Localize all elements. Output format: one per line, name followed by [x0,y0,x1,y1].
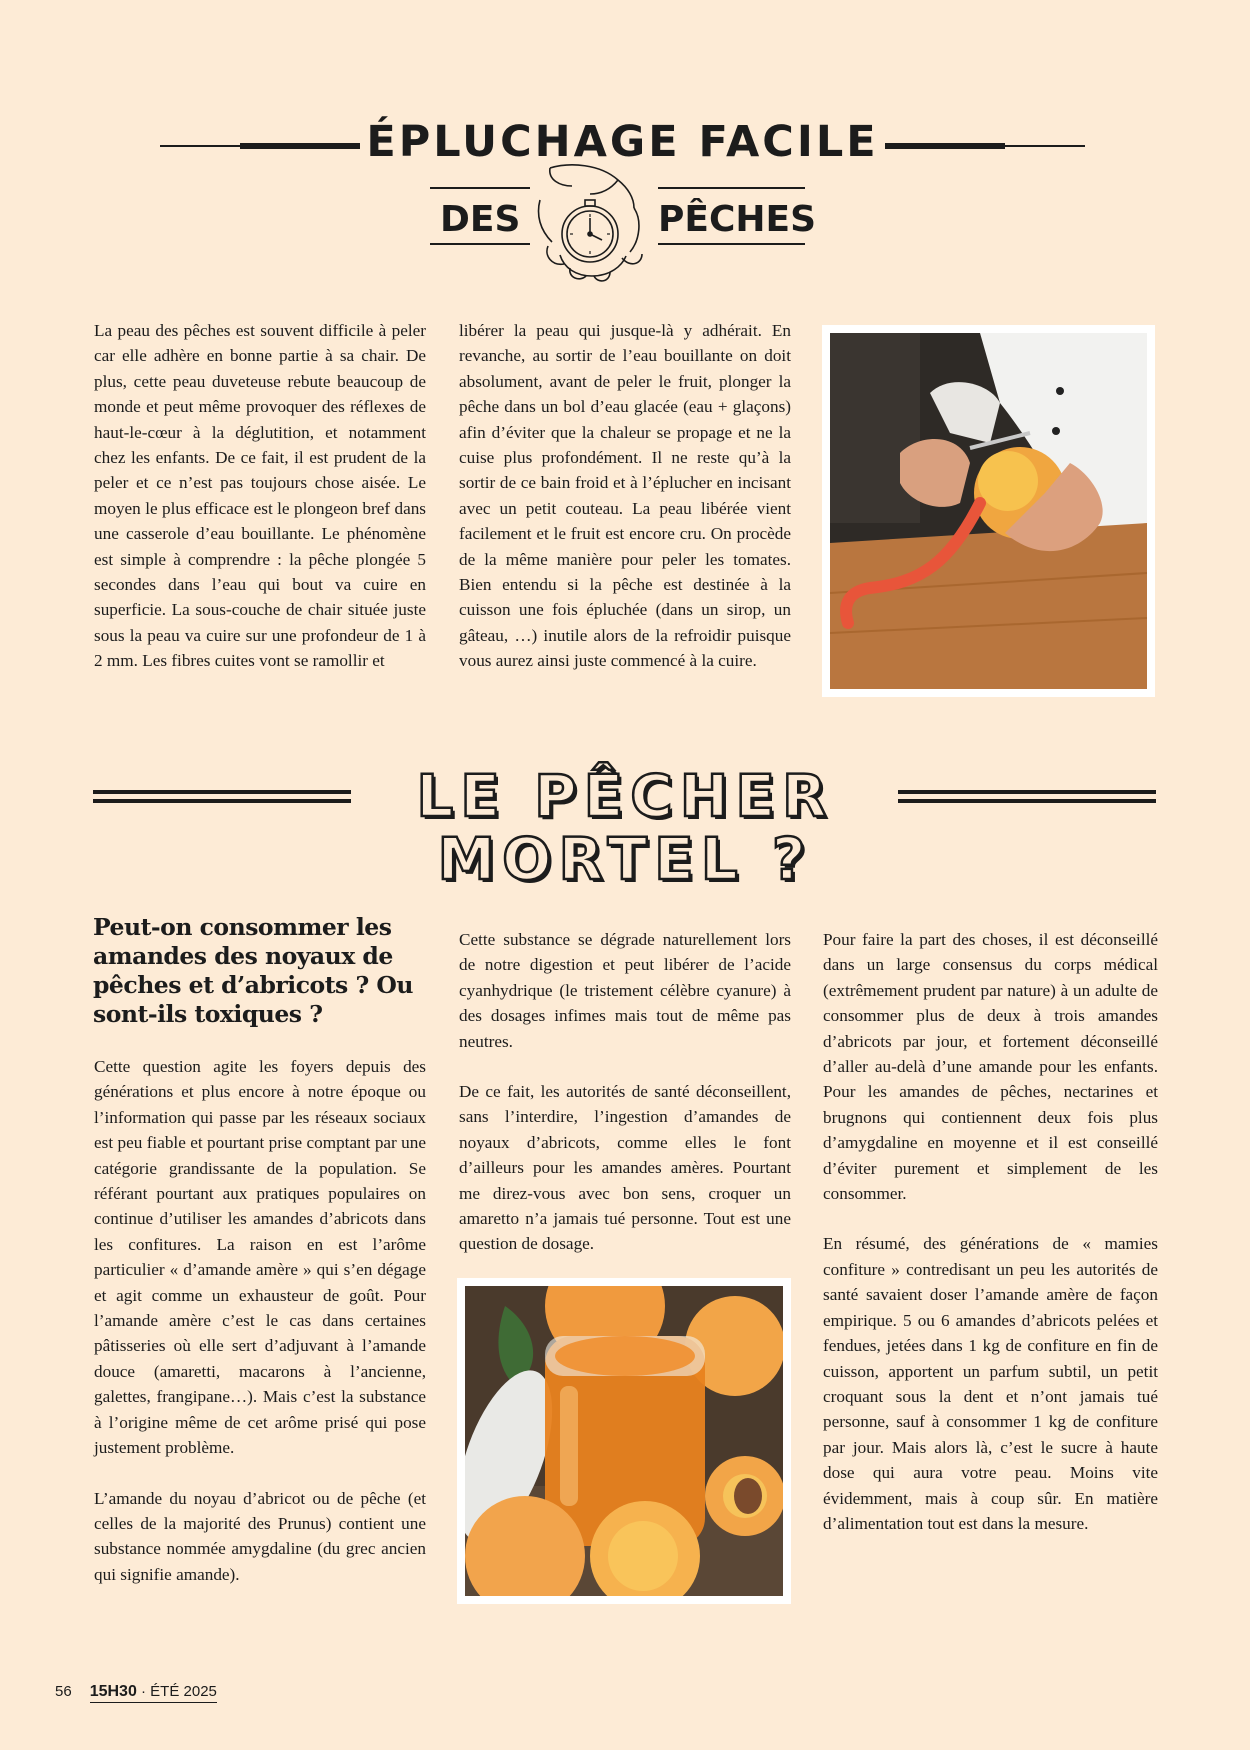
section2-title-line1: LE PÊCHER [416,762,834,830]
subtitle-rule [658,187,805,189]
title-rule-left [93,790,351,803]
paragraph: Cette question agite les foyers depuis des générations et plus encore à notre époque ou l’information qui passe par les réseaux sociaux est peu fiable et pourtant prise comptant par une catégorie grandissante de la population. Se référant pourtant aux pratiques populaires on continue d’utiliser les amandes d’abricots dans les confitures. La raison en est l’arôme particulier « d’amande amère » qui s’en dégage et agit comme un exhausteur de goût. Pour l’amande amère c’est le cas dans certaines pâtisseries où elle sert d’adjuvant à l’amande douce (amaretti, macarons à l’ancienne, galettes, frangipane…). Mais c’est la substance à l’origine même de cet arôme prisé qui pose justement problème. [94,1057,426,1458]
section1-title: ÉPLUCHAGE FACILE [366,117,879,167]
section1-column-1 [94,318,426,674]
section1-subtitle [430,160,815,285]
pocket-watch-hand-icon [530,160,655,285]
paragraph: L’amande du noyau d’abricot ou de pêche (et celles de la majorité des Prunus) contient une substance nommée amygdaline (du grec ancien qui signifie amande). [94,1488,426,1584]
paragraph: Cette substance se dégrade naturellement lors de notre digestion et peut libérer de l’acide cyanhydrique (le tristement célèbre cyanure) à des dosages infimes mais tout de même pas neutres. [459,930,791,1051]
section2-question: Peut-on consommer les amandes des noyaux de pêches et d’abricots ? Ou sont-ils toxiques ? [93,913,413,1028]
peeling-peach-photo [822,325,1155,697]
magazine-name: 15H30 [89,1683,137,1700]
magazine-issue [90,1683,217,1703]
section2-column-2 [459,927,791,1257]
section2-column-1 [94,1054,426,1587]
paragraph: libérer la peau qui jusque-là y adhérait. En revanche, au sortir de l’eau bouillante on doit absolument, avant de peler le fruit, plonger la pêche dans un bol d’eau glacée (eau + glaçons) afin d’éviter que la chaleur se propage et ne la cuise plus profondément. Il ne reste qu’à la sortir de ce bain froid et à l’éplucher en incisant avec un petit couteau. La peau libérée vient facilement et le fruit est encore cru. On procède de la même manière pour peler les tomates. Bien entendu si la pêche est destinée à la cuisson une fois épluchée (dans un sirop, un gâteau, …) inutile alors de la refroidir puisque vous aurez ainsi juste commencé à la cuire. [459,321,791,671]
paragraph: Pour faire la part des choses, il est déconseillé dans un large consensus du corps médical (extrêmement prudent par nature) à un adulte de consommer plus de deux à trois amandes d’abricots par jour, et fortement déconseillé d’aller au-delà d’une amande pour les enfants. Pour les amandes de pêches, nectarines et brugnons qui contiennent deux fois plus d’amygdaline en moyenne et il est conseillé d’éviter purement et simplement de les consommer. [823,930,1158,1204]
section2-title [355,762,895,893]
title-rule-right [898,790,1156,803]
title-rule-left [160,145,360,147]
section1-column-2 [459,318,791,674]
paragraph: En résumé, des générations de « mamies confiture » contredisant un peu les autorités de santé savaient doser l’amande amère de façon empirique. 5 ou 6 amandes d’abricots pelées et fendues, jetées dans 1 kg de confiture en fin de cuisson, apportent un parfum subtil, un petit croquant sous la dent et n’ont jamais tué personne, sauf à consommer 1 kg de confiture par jour. Mais alors là, c’est le sucre à haute dose qui aura votre peau. Moins vite évidemment, mais à coup sûr. En matière d’alimentation tout est dans la mesure. [823,1234,1158,1533]
paragraph: La peau des pêches est souvent difficile à peler car elle adhère en bonne partie à sa chair. De plus, cette peau duveteuse rebute beaucoup de monde et peut même provoquer des réflexes de haut-le-cœur à la déglutition, et notamment chez les enfants. De ce fait, il est prudent de la peler et ce n’est pas toujours chose aisée. Le moyen le plus efficace est le plongeon bref dans une casserole d’eau bouillante. Le phénomène est simple à comprendre : la pêche plongée 5 secondes dans l’eau qui bout va cuire en superficie. La sous-couche de chair située juste sous la peau va cuire sur une profondeur de 1 à 2 mm. Les fibres cuites vont se ramollir et [94,321,426,671]
section2-column-3 [823,927,1158,1536]
paragraph: De ce fait, les autorités de santé déconseillent, sans l’interdire, l’ingestion d’amandes de noyaux d’abricots, comme elles le font d’ailleurs pour les amandes amères. Pourtant me direz-vous avec bon sens, croquer un amaretto n’a jamais tué personne. Tout est une question de dosage. [459,1082,791,1254]
page-number: 56 [55,1683,72,1700]
page-footer [55,1683,217,1703]
subtitle-left: DES [440,199,521,240]
subtitle-rule [430,243,530,245]
subtitle-rule [430,187,530,189]
apricot-jam-photo [457,1278,791,1604]
subtitle-right: PÊCHES [658,199,817,240]
section2-title-line2: MORTEL ? [437,825,813,893]
subtitle-rule [658,243,805,245]
title-rule-right [885,145,1085,147]
issue-label: · ÉTÉ 2025 [141,1683,217,1700]
